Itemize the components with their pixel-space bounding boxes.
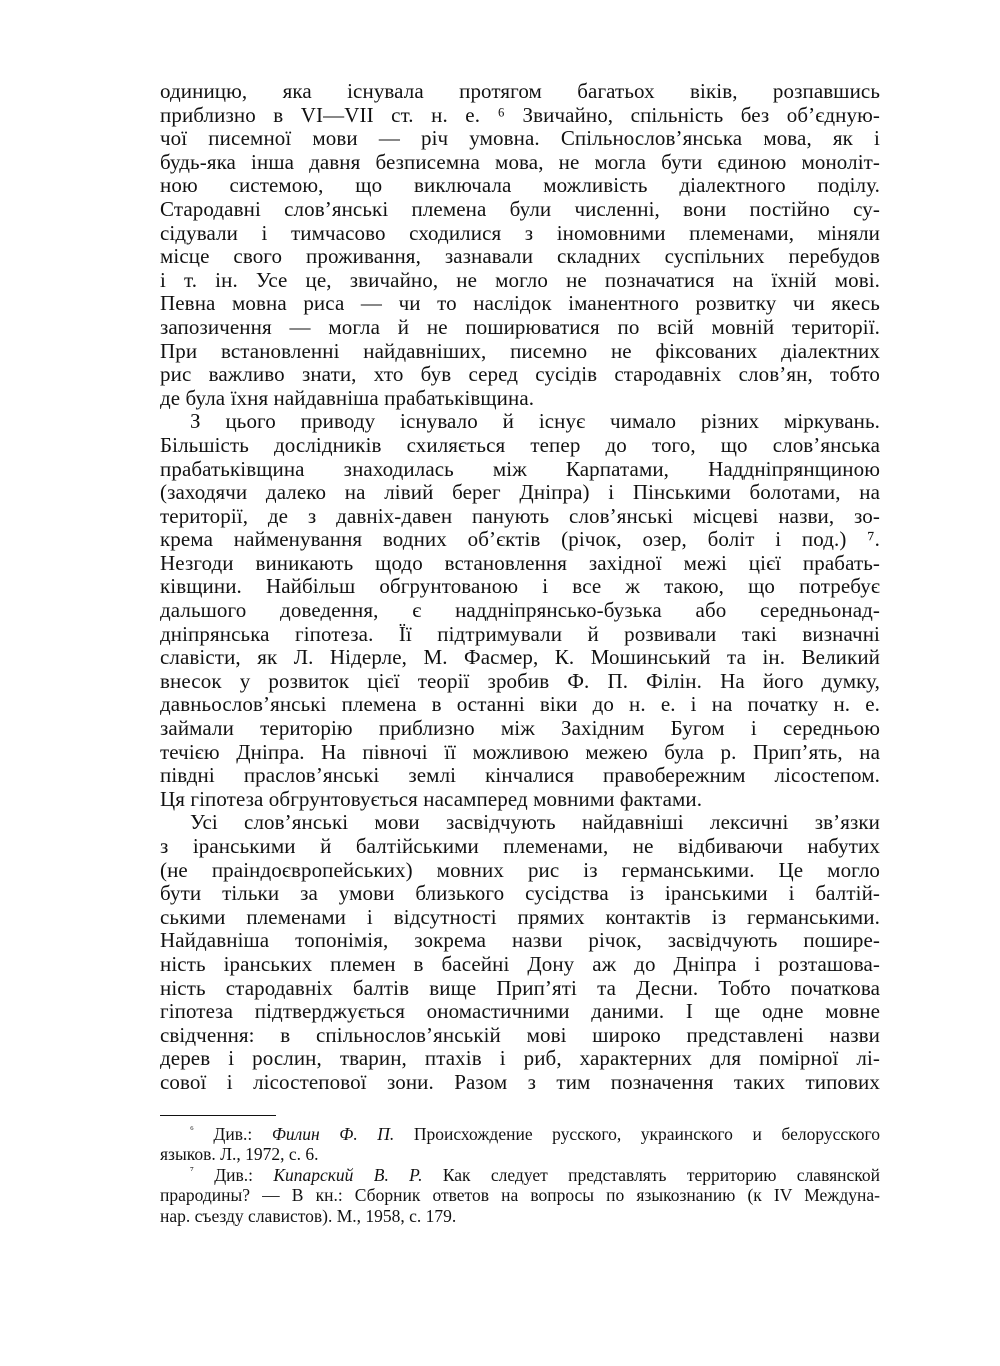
text-line: Певна мовна риса — чи то наслідок іманентного розвитку чи якесь xyxy=(160,291,880,316)
text-line: давньослов’янські племена в останні віки до н. е. і на початку н. е. xyxy=(160,692,880,717)
text-line: запозичення — могла й не поширюватися по всій мовній території. xyxy=(160,314,880,339)
text-line: славісти, як Л. Нідерле, М. Фасмер, К. Мошинський та ін. Великий xyxy=(160,645,880,670)
text-line: півдні праслов’янські землі кінчалися правобережним лісостепом. xyxy=(160,763,880,788)
text-line: Стародавні слов’янські племена були численні, вони постійно су- xyxy=(160,196,880,221)
footnote-7-cont: прародины? — В кн.: Сборник ответов на вопросы по языкознанию (к IV Междуна- xyxy=(160,1185,880,1206)
text-line: Усі слов’янські мови засвідчують найдавніші лексичні зв’язки xyxy=(190,810,880,835)
text-line: будь-яка інша давня безписемна мова, не могла бути єдиною моноліт- xyxy=(160,149,880,174)
footnote-marker: ⁶ xyxy=(190,1123,194,1136)
footnote-6-cont: языков. Л., 1972, с. 6. xyxy=(160,1144,319,1165)
text-line: з іранськими й балтійськими племенами, не відбиваючи набутих xyxy=(160,834,880,858)
text-line: одиницю, яка існувала протягом багатьох віків, розпавшись xyxy=(160,79,880,103)
footnote-divider xyxy=(160,1115,276,1116)
footnote-author: Кипарский В. Р. xyxy=(273,1164,423,1185)
main-text xyxy=(160,80,880,1095)
text-line: свідчення: в спільнослов’янській мові широко представлені назви xyxy=(160,1022,880,1047)
text-line: займали територію приблизно між Західним Бугом і середньою xyxy=(160,716,880,741)
footnote-6 xyxy=(160,1124,880,1145)
text-line: При встановленні найдавніших, писемно не фіксованих діалектних xyxy=(160,338,880,363)
text-line: місце свого проживання, зазнавали складних суспільних перебудов xyxy=(160,244,880,269)
text-line: Найдавніша топонімія, зокрема назви річок, засвідчують пошире- xyxy=(160,928,880,953)
text-line: дерев і рослин, тварин, птахів і риб, характерних для помірної лі- xyxy=(160,1046,880,1071)
text-line: прабатьківщина знаходилась між Карпатами, Наддніпрянщиною xyxy=(160,456,880,481)
page-body xyxy=(160,80,880,1226)
footnote-prefix: Див.: xyxy=(214,1164,274,1185)
text-line: рис важливо знати, хто був серед сусідів стародавніх слов’ян, тобто xyxy=(160,362,880,387)
text-line: ськими племенами і відсутності прямих контактів із германськими. xyxy=(160,904,880,929)
footnote-author: Филин Ф. П. xyxy=(271,1123,395,1144)
text-line: крема найменування водних об’єктів (річок, озер, боліт і под.) ⁷. xyxy=(160,527,880,552)
text-line: дальшого доведення, є наддніпрянсько-бузька або середньонад- xyxy=(160,598,880,623)
footnote-7 xyxy=(160,1165,880,1186)
text-line: ною системою, що виключала можливість діалектного поділу. xyxy=(160,173,880,198)
text-line: Ця гіпотеза обгрунтовується насамперед мовними фактами. xyxy=(160,786,703,811)
text-line: внесок у розвиток цієї теорії зробив Ф. П. Філін. На його думку, xyxy=(160,668,880,693)
footnote-marker: ⁷ xyxy=(190,1164,194,1177)
footnote-prefix: Див.: xyxy=(213,1123,272,1144)
text-line: (заходячи далеко на лівий берег Дніпра) і Пінськими болотами, на xyxy=(160,480,880,505)
text-line: бути тільки за умови близького сусідства із іранськими і балтій- xyxy=(160,881,880,906)
footnote-7-cont: нар. съезду славистов). М., 1958, с. 179. xyxy=(160,1205,457,1226)
text-line: дніпрянська гіпотеза. Її підтримували й розвивали такі визначні xyxy=(160,621,880,646)
footnote-text: Как следует представлять территорию славянской xyxy=(422,1164,881,1185)
text-line: сової і лісостепової зони. Разом з тим позначення таких типових xyxy=(160,1069,880,1094)
text-line: сідували і тимчасово сходилися з іномовними племенами, міняли xyxy=(160,220,880,245)
footnote-text: Происхождение русского, украинского и белорусского xyxy=(394,1123,880,1144)
text-line: (не праіндоєвропейських) мовних рис із германськими. Це могло xyxy=(160,857,880,882)
text-line: приблизно в VI—VII ст. н. е. ⁶ Звичайно, спільність без об’єдную- xyxy=(160,102,880,127)
text-line: ківщини. Найбільш обгрунтованою і все ж такою, що потребує xyxy=(160,574,880,599)
text-line: Більшість дослідників схиляється тепер до того, що слов’янська xyxy=(160,432,880,457)
text-line: де була їхня найдавніша прабатьківщина. xyxy=(160,385,535,410)
text-line: ність стародавніх балтів вище Прип’яті та Десни. Тобто початкова xyxy=(160,975,880,1000)
text-line: течією Дніпра. На півночі її можливою межею була р. Прип’ять, на xyxy=(160,739,880,764)
footnotes xyxy=(160,1124,880,1227)
text-line: території, де з давніх-давен панують слов’янські місцеві назви, зо- xyxy=(160,503,880,528)
text-line: З цього приводу існувало й існує чимало різних міркувань. xyxy=(190,409,880,434)
text-line: і т. ін. Усе це, звичайно, не могло не позначатися на їхній мові. xyxy=(160,267,880,292)
text-line: Незгоди виникають щодо встановлення західної межі цієї прабать- xyxy=(160,550,880,575)
text-line: ність іранських племен в басейні Дону аж до Дніпра і розташова- xyxy=(160,951,880,976)
text-line: чої писемної мови — річ умовна. Спільнослов’янська мова, як і xyxy=(160,126,880,151)
text-line: гіпотеза підтверджується ономастичними даними. І ще одне мовне xyxy=(160,999,880,1024)
